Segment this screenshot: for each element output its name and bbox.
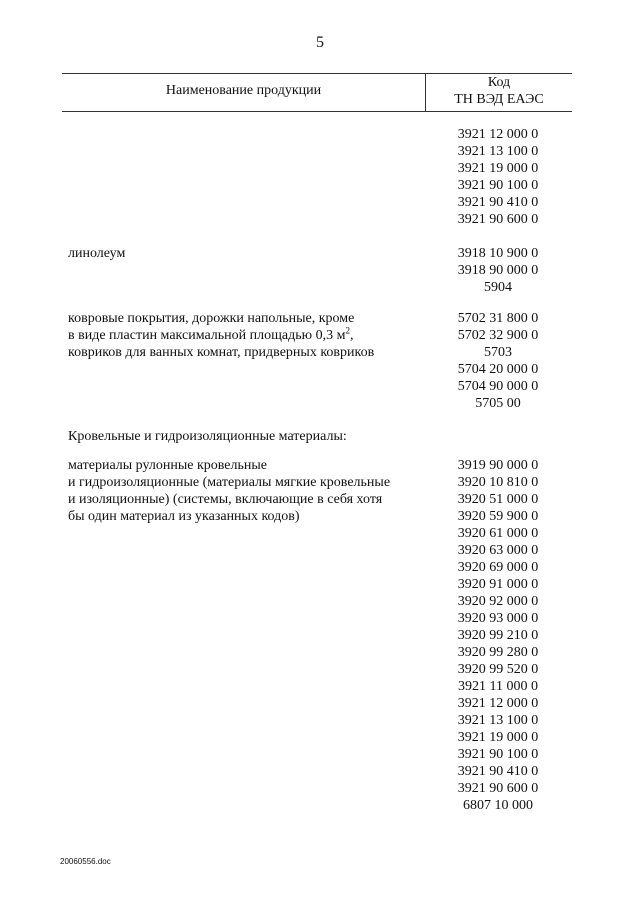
tn-ved-code: 3921 11 000 0 bbox=[458, 679, 538, 694]
tn-ved-code: 3921 90 410 0 bbox=[457, 195, 539, 210]
tn-ved-code: 5704 20 000 0 bbox=[457, 362, 539, 377]
tn-ved-code: 3920 10 810 0 bbox=[457, 475, 539, 490]
group2-codes bbox=[430, 245, 566, 296]
tn-ved-code: 3921 19 000 0 bbox=[457, 730, 539, 745]
superscript: 2 bbox=[345, 325, 350, 336]
product-name-line: бы один материал из указанных кодов) bbox=[68, 509, 300, 524]
tn-ved-code: 5904 bbox=[484, 280, 512, 295]
tn-ved-code: 5705 00 bbox=[475, 396, 521, 411]
footer-filename: 20060556.doc bbox=[60, 857, 111, 866]
header-code-line2: ТН ВЭД ЕАЭС bbox=[454, 92, 544, 107]
tn-ved-code: 3920 93 000 0 bbox=[457, 611, 539, 626]
tn-ved-code: 3920 91 000 0 bbox=[457, 577, 539, 592]
tn-ved-code: 3921 90 100 0 bbox=[457, 178, 539, 193]
group4-name bbox=[68, 457, 390, 525]
tn-ved-code: 5702 31 800 0 bbox=[457, 311, 539, 326]
group3-name-line: ковриков для ванных комнат, придверных ковриков bbox=[68, 345, 375, 360]
tn-ved-code: 5702 32 900 0 bbox=[457, 328, 539, 343]
tn-ved-code: 3918 90 000 0 bbox=[457, 263, 539, 278]
tn-ved-code: 3920 63 000 0 bbox=[457, 543, 539, 558]
product-name-line: материалы рулонные кровельные bbox=[68, 458, 267, 473]
tn-ved-code: 3921 13 100 0 bbox=[457, 144, 539, 159]
tn-ved-code: 3920 99 210 0 bbox=[457, 628, 539, 643]
tn-ved-code: 3920 51 000 0 bbox=[457, 492, 539, 507]
group3-name-line: ковровые покрытия, дорожки напольные, кроме bbox=[68, 311, 355, 326]
product-name-line: и гидроизоляционные (материалы мягкие кровельные bbox=[68, 475, 391, 490]
tn-ved-code: 3920 99 280 0 bbox=[457, 645, 539, 660]
page-number: 5 bbox=[316, 34, 324, 51]
tn-ved-code: 3921 90 600 0 bbox=[457, 212, 539, 227]
group3-name-line: в виде пластин максимальной площадью 0,3 $м^2$, bbox=[68, 325, 354, 343]
tn-ved-code: 3920 92 000 0 bbox=[457, 594, 539, 609]
tn-ved-code: 3921 12 000 0 bbox=[457, 696, 539, 711]
tn-ved-code: 3920 59 900 0 bbox=[457, 509, 539, 524]
tn-ved-code: 3919 90 000 0 bbox=[457, 458, 539, 473]
tn-ved-code: 3920 69 000 0 bbox=[457, 560, 539, 575]
header-code-line1: Код bbox=[487, 75, 511, 90]
tn-ved-code: 3921 13 100 0 bbox=[457, 713, 539, 728]
header-bottom-rule bbox=[62, 111, 572, 112]
header-code-column bbox=[426, 74, 572, 108]
tn-ved-code: 6807 10 000 bbox=[463, 798, 533, 813]
group3-name bbox=[68, 310, 374, 361]
group1-codes bbox=[430, 126, 566, 228]
tn-ved-code: 3921 12 000 0 bbox=[457, 127, 539, 142]
tn-ved-code: 3921 19 000 0 bbox=[457, 161, 539, 176]
tn-ved-code: 5703 bbox=[484, 345, 512, 360]
group2-name: линолеум bbox=[68, 246, 126, 261]
tn-ved-code: 3921 90 600 0 bbox=[457, 781, 539, 796]
header-name-column: Наименование продукции bbox=[165, 83, 322, 98]
tn-ved-code: 3921 90 100 0 bbox=[457, 747, 539, 762]
tn-ved-code: 3920 99 520 0 bbox=[457, 662, 539, 677]
section-title: Кровельные и гидроизоляционные материалы: bbox=[68, 429, 347, 444]
product-name-line: и изоляционные) (системы, включающие в себя хотя bbox=[68, 492, 383, 507]
tn-ved-code: 3920 61 000 0 bbox=[457, 526, 539, 541]
group3-codes bbox=[430, 310, 566, 412]
tn-ved-code: 3918 10 900 0 bbox=[457, 246, 539, 261]
tn-ved-code: 3921 90 410 0 bbox=[457, 764, 539, 779]
tn-ved-code: 5704 90 000 0 bbox=[457, 379, 539, 394]
group4-codes bbox=[430, 457, 566, 814]
